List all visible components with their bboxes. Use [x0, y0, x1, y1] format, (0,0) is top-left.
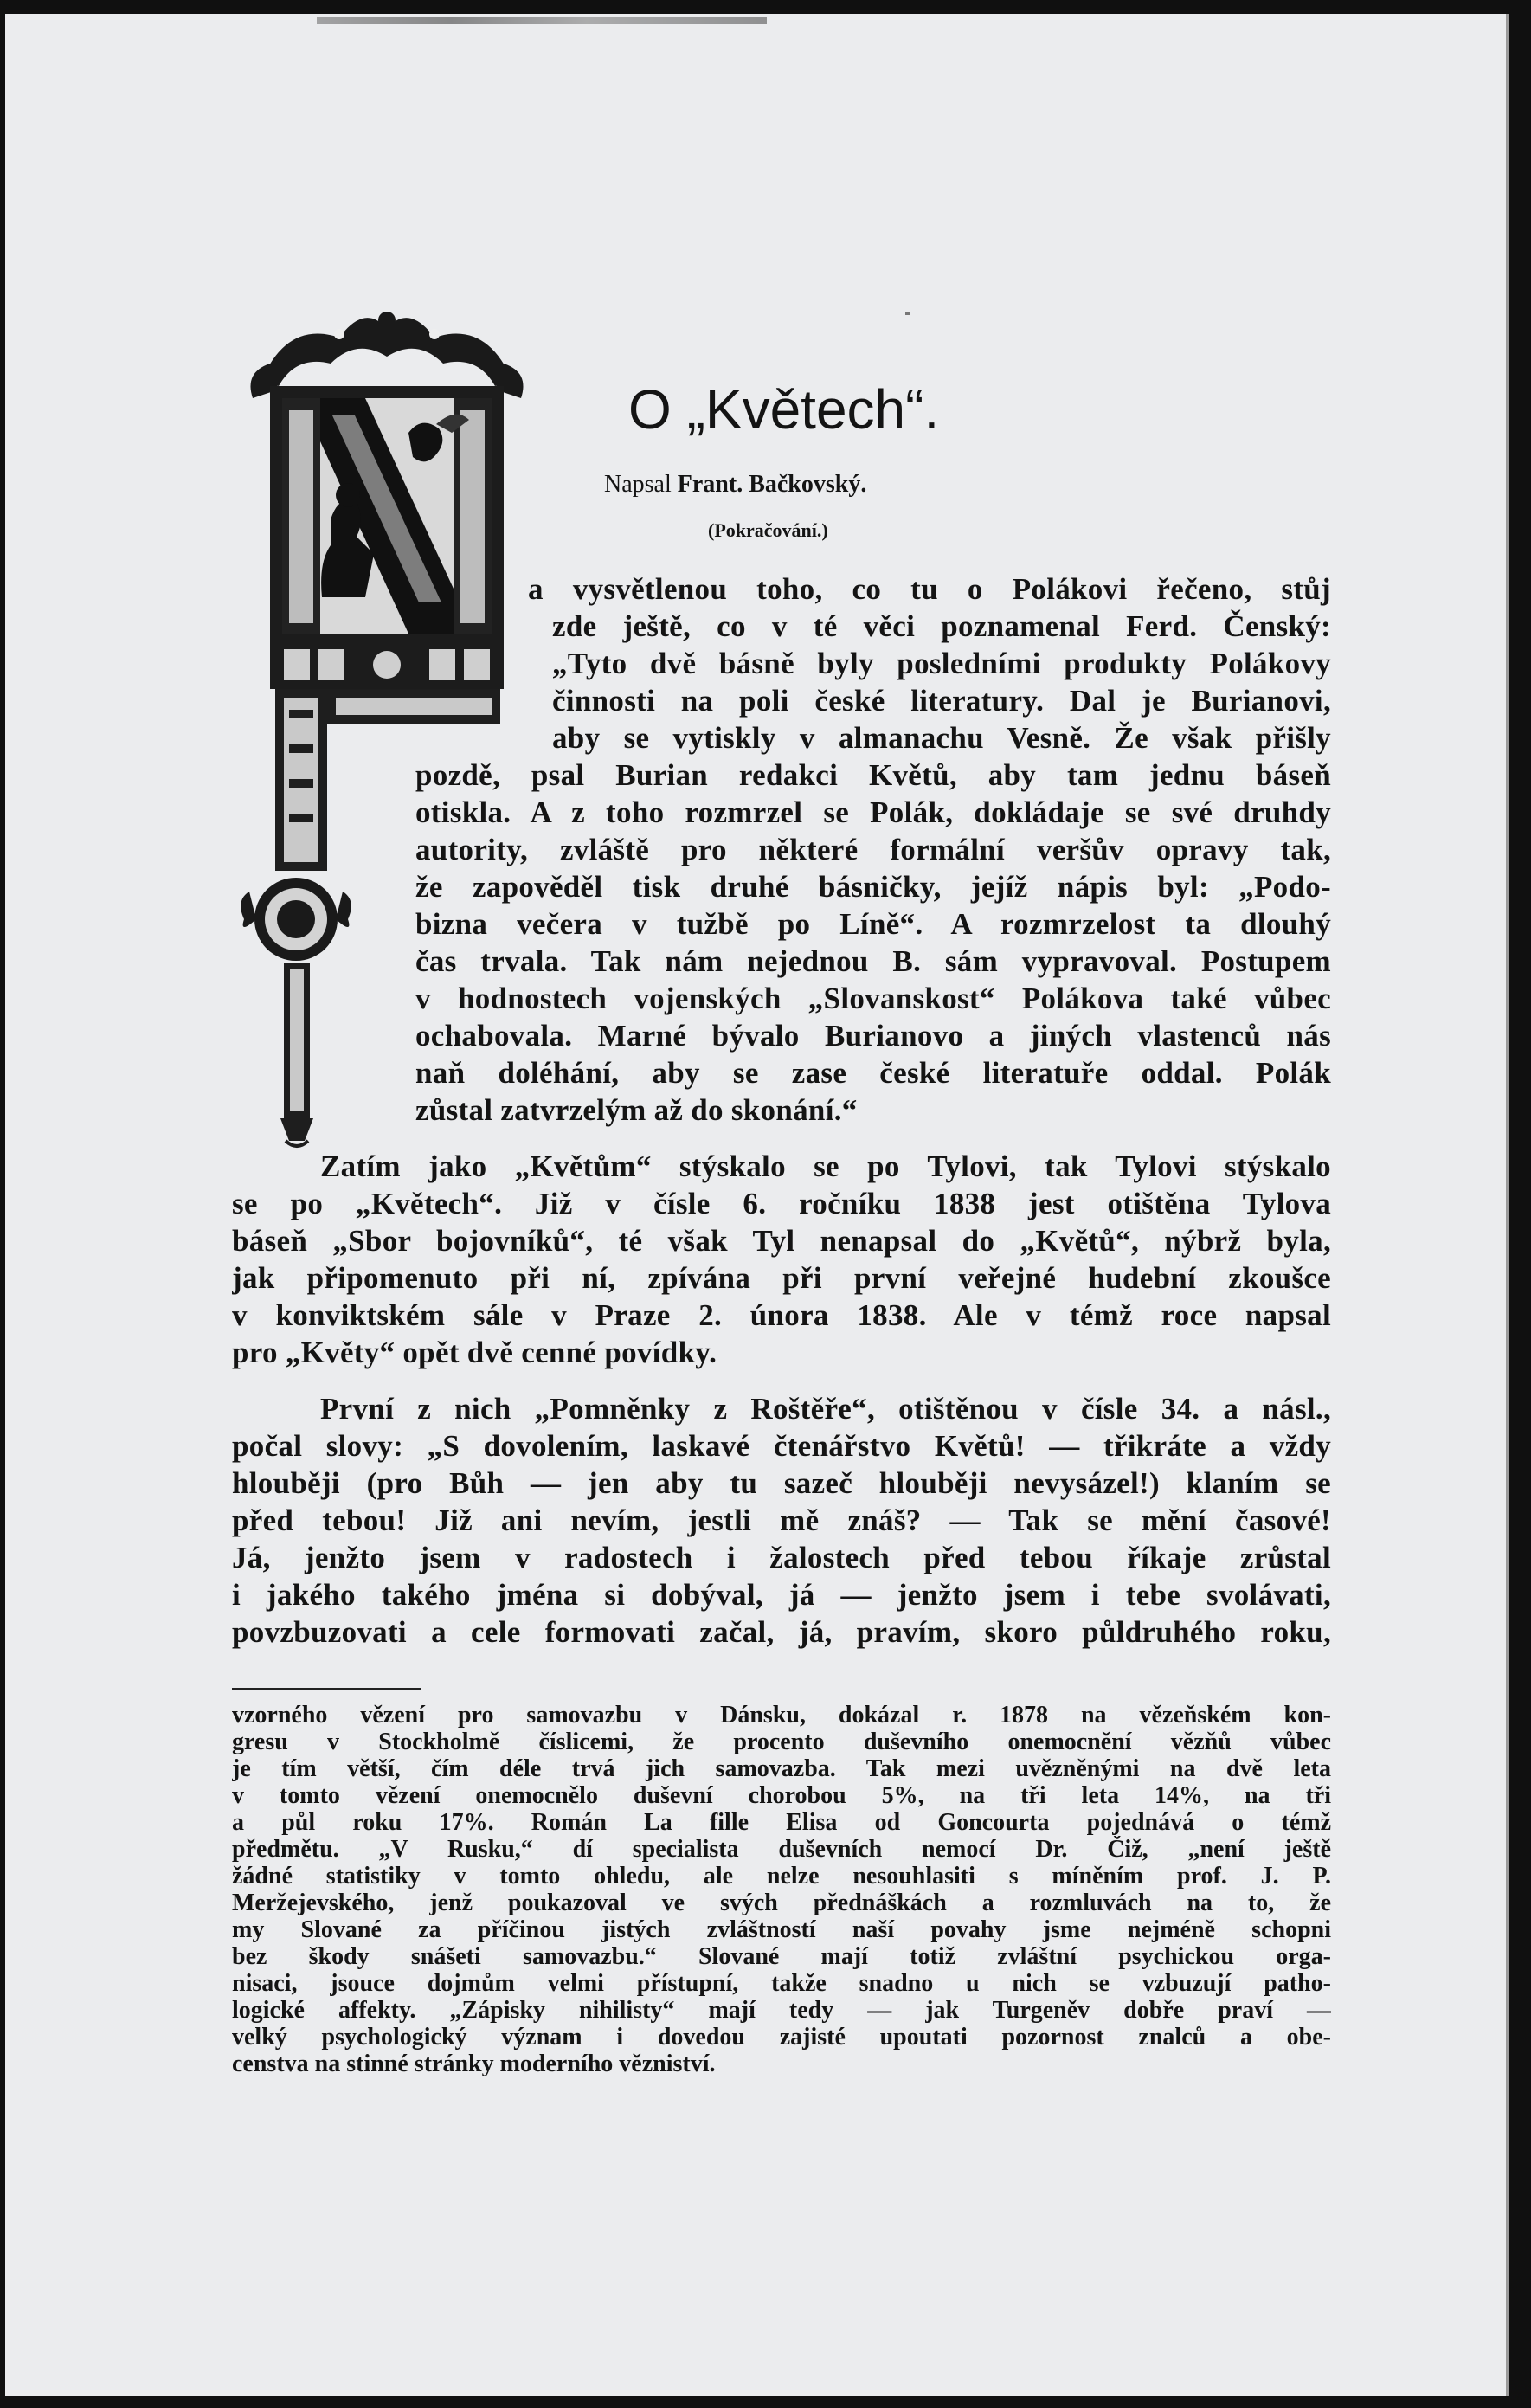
footnote-line: v tomto vězení onemocnělo duševní chorobou 5%, na tři leta 14%, na tři: [232, 1782, 1331, 1809]
continuation-note: (Pokračování.): [708, 519, 828, 541]
body-line: autority, zvláště pro některé formální veršův opravy tak,: [415, 833, 1331, 866]
byline: [604, 471, 1158, 499]
body-line: čas trvala. Tak nám nejednou B. sám vypravoval. Postupem: [415, 944, 1331, 978]
body-line: naň doléhání, aby se zase české literatuře oddal. Polák: [415, 1056, 1331, 1090]
footnote-line: předmětu. „V Rusku,“ dí specialista duševních nemocí Dr. Čiž, „není ještě: [232, 1836, 1331, 1863]
byline-prefix: Napsal: [604, 471, 672, 498]
body-line: se po „Květech“. Již v čísle 6. ročníku 1838 jest otištěna Tylova: [232, 1187, 1331, 1220]
body-line: báseň „Sbor bojovníků“, té však Tyl nenapsal do „Květů“, nýbrž byla,: [232, 1224, 1331, 1258]
body-line: v hodnostech vojenských „Slovanskost“ Polákova také vůbec: [415, 982, 1331, 1015]
footnote-line: logické affekty. „Zápisky nihilisty“ mají tedy — jak Turgeněv dobře praví —: [232, 1997, 1331, 2024]
scan-edge-artifact: [317, 17, 767, 24]
footnote-separator: [232, 1688, 421, 1690]
footnote-line: a půl roku 17%. Román La fille Elisa od Goncourta pojednává o témž: [232, 1809, 1331, 1836]
body-line: První z nich „Pomněnky z Roštěře“, otištěnou v čísle 34. a násl.,: [320, 1392, 1331, 1426]
footnote-line: gresu v Stockholmě číslicemi, že procento duševního onemocnění vězňů vůbec: [232, 1729, 1331, 1755]
body-line: počal slovy: „S dovolením, laskavé čtenářstvo Květů! — třikráte a vždy: [232, 1429, 1331, 1463]
footnote-line: žádné statistiky v tomto ohledu, ale nelze nesouhlasiti s míněním prof. J. P.: [232, 1863, 1331, 1890]
body-line: a vysvětlenou toho, co tu o Polákovi řečeno, stůj: [528, 572, 1331, 606]
body-line: ochabovala. Marné bývalo Burianovo a jiných vlastenců nás: [415, 1019, 1331, 1053]
body-line: povzbuzovati a cele formovati začal, já, pravím, skoro půldruhého roku,: [232, 1615, 1331, 1649]
body-line: hlouběji (pro Bůh — jen aby tu sazeč hlouběji nevysázel!) klaním se: [232, 1466, 1331, 1500]
body-line: jak připomenuto při ní, zpívána při první veřejné hudební zkoušce: [232, 1261, 1331, 1295]
footnote-line: my Slované za příčinou jistých zvláštností naší povahy jsme nejméně schopni: [232, 1916, 1331, 1943]
body-line: zde ještě, co v té věci poznamenal Ferd. Čenský:: [552, 609, 1331, 643]
body-line: že zapověděl tisk druhé básničky, jejíž nápis byl: „Podo-: [415, 870, 1331, 904]
footnote-line: velký psychologický význam i dovedou zajisté upoutati pozornost znalců a obe-: [232, 2024, 1331, 2051]
body-line: v konviktském sále v Praze 2. února 1838. Ale v témž roce napsal: [232, 1298, 1331, 1332]
body-line: Zatím jako „Květům“ stýskalo se po Tylovi, tak Tylovi stýskalo: [320, 1149, 1331, 1183]
body-line: před tebou! Již ani nevím, jestli mě znáš? — Tak se mění časové!: [232, 1503, 1331, 1537]
footnote-line: Meržejevského, jenž poukazoval ve svých přednáškách a rozmluvách na to, že: [232, 1890, 1331, 1916]
byline-author: Frant. Bačkovský.: [677, 471, 867, 498]
body-line: i jakého takého jména si dobýval, já — jenžto jsem i tebe svolávati,: [232, 1578, 1331, 1612]
footnote-line: je tím větší, čím déle trvá jich samovazba. Tak mezi uvězněnými na dvě leta: [232, 1755, 1331, 1782]
ornament-crown: [251, 312, 524, 398]
body-line: pozdě, psal Burian redakci Květů, aby tam jednu báseň: [415, 758, 1331, 792]
footnote-line: nisaci, jsouce dojmům velmi přístupní, takže snadno u nich se vzbuzují patho-: [232, 1970, 1331, 1997]
body-line: činnosti na poli české literatury. Dal je Burianovi,: [552, 684, 1331, 718]
footnote-line: bez škody snášeti samovazbu.“ Slované mají totiž zvláštní psychickou orga-: [232, 1943, 1331, 1970]
body-line: otiskla. A z toho rozmrzel se Polák, dokládaje se své druhdy: [415, 795, 1331, 829]
ink-speck: [905, 312, 910, 315]
footnote-line: censtva na stinné stránky moderního vězniství.: [232, 2051, 716, 2077]
footnote-line: vzorného vězení pro samovazbu v Dánsku, dokázal r. 1878 na vězeňském kon-: [232, 1702, 1331, 1729]
body-line: Já, jenžto jsem v radostech i žalostech před tebou říkaje zrůstal: [232, 1541, 1331, 1574]
body-line: pro „Květy“ opět dvě cenné povídky.: [232, 1336, 717, 1369]
article-title: O „Květech“.: [628, 378, 940, 441]
page-sheet: [5, 14, 1509, 2396]
body-line: zůstal zatvrzelým až do skonání.“: [415, 1093, 858, 1127]
body-line: bizna večera v tužbě po Líně“. A rozmrzelost ta dlouhý: [415, 907, 1331, 941]
body-line: „Tyto dvě básně byly posledními produkty Polákovy: [552, 647, 1331, 680]
body-line: aby se vytiskly v almanachu Vesně. Že však přišly: [552, 721, 1331, 755]
